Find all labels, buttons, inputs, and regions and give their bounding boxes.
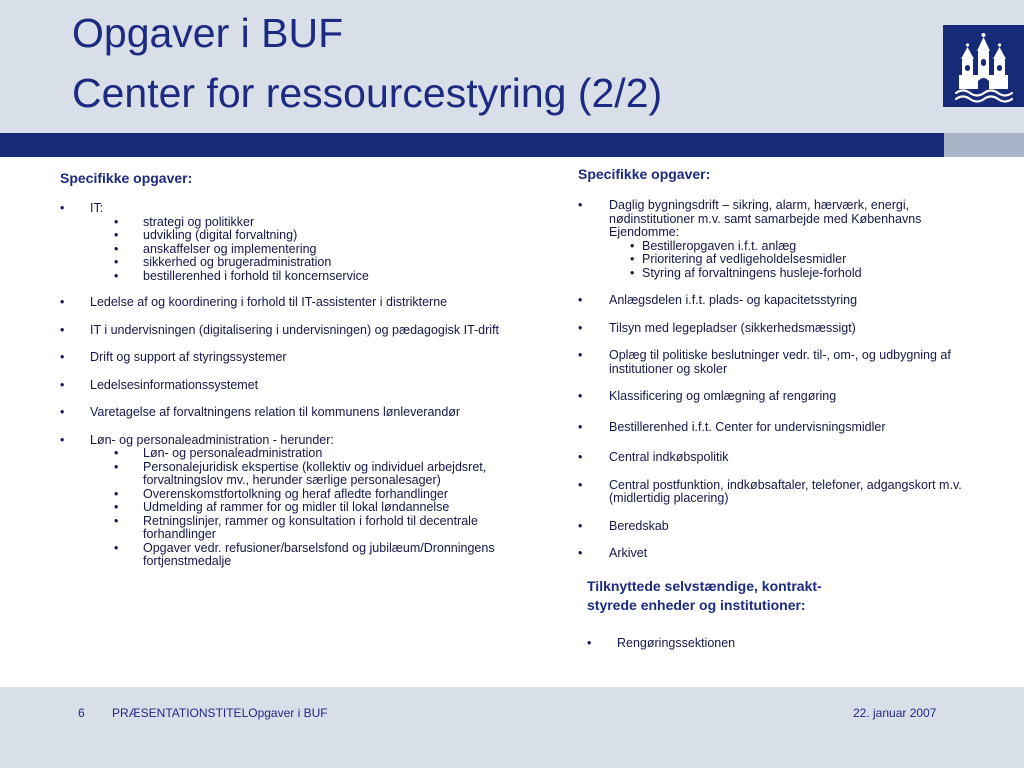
bullet-icon: • <box>114 255 119 269</box>
bullet-icon: • <box>114 500 119 514</box>
bullet-icon: • <box>578 293 583 307</box>
bullet-icon: • <box>60 432 65 447</box>
copenhagen-logo <box>943 25 1024 107</box>
bullet-icon: • <box>578 419 583 434</box>
sub-item: • udvikling (digital forvaltning) <box>114 228 298 242</box>
sub-item: • Personalejuridisk ekspertise (kollektiv og individuel arbejdsret, forvaltningslov mv., herunder særlige personalesager) <box>114 459 487 487</box>
slide-title-line1: Opgaver i BUF <box>72 10 344 56</box>
sub-item: • Opgaver vedr. refusioner/barselsfond og jubilæum/Dronningens fortjenstmedalje <box>114 540 495 568</box>
bullet-icon: • <box>114 459 119 474</box>
bullet-icon: • <box>630 265 635 280</box>
bullet-icon: • <box>60 295 65 309</box>
sub-item: • strategi og politikker <box>114 214 255 229</box>
bullet-icon: • <box>60 405 65 419</box>
bullet-icon: • <box>60 350 65 364</box>
sub-item: • Bestilleropgaven i.f.t. anlæg <box>630 238 797 253</box>
sub-item: • anskaffelser og implementering <box>114 241 317 256</box>
left-list <box>60 202 540 569</box>
bullet-icon: • <box>114 214 119 229</box>
list-item: • Daglig bygningsdrift – sikring, alarm, hærværk, energi, nødinstitutioner m.v. samt samarbejde med Københavns Ejendomme: <box>578 198 922 239</box>
bullet-icon: • <box>60 377 65 392</box>
bullet-icon: • <box>578 320 583 335</box>
left-heading: Specifikke opgaver: <box>60 170 193 186</box>
bullet-icon: • <box>114 513 119 528</box>
bullet-icon: • <box>578 518 583 533</box>
header-band-light <box>944 133 1024 157</box>
list-item: • Oplæg til politiske beslutninger vedr. til-, om-, og udbygning af institutioner og skoler <box>578 348 951 376</box>
footer <box>0 687 1024 768</box>
bullet-icon: • <box>578 348 583 362</box>
list-item: • Beredskab <box>578 518 669 533</box>
sub-item: • Løn- og personaleadministration <box>114 446 323 460</box>
bullet-icon: • <box>630 252 635 266</box>
list-item: • Ledelsesinformationssystemet <box>60 377 259 392</box>
bullet-icon: • <box>114 228 119 242</box>
page-number: 6 <box>78 706 85 720</box>
bullet-icon: • <box>587 635 592 650</box>
bullet-icon: • <box>60 201 65 215</box>
right-list <box>578 199 963 561</box>
bullet-icon: • <box>114 540 119 555</box>
bullet-icon: • <box>578 450 583 464</box>
right-column <box>578 166 963 650</box>
slide-title-line2: Center for ressourcestyring (2/2) <box>72 70 663 116</box>
list-item: • Rengøringssektionen <box>587 635 736 650</box>
sub-item: • bestillerenhed i forhold til koncernservice <box>114 268 369 283</box>
list-item: • Drift og support af styringssystemer <box>60 350 287 364</box>
list-item: • Central indkøbspolitik <box>578 450 729 464</box>
right-heading: Specifikke opgaver: <box>578 166 711 182</box>
list-item: • Anlægsdelen i.f.t. plads- og kapacitetsstyring <box>578 293 858 307</box>
list-item: • Varetagelse af forvaltningens relation til kommunens lønleverandør <box>60 405 461 419</box>
bullet-icon: • <box>578 546 583 560</box>
affiliated-units-list <box>578 637 963 651</box>
list-item: • Central postfunktion, indkøbsaftaler, telefoner, adgangskort m.v. (midlertidig placering) <box>578 477 962 505</box>
list-item: • Ledelse af og koordinering i forhold til IT-assistenter i distrikterne <box>60 295 448 309</box>
bullet-icon: • <box>578 477 583 492</box>
sub-item: • Retningslinjer, rammer og konsultation i forhold til decentrale forhandlinger <box>114 513 478 541</box>
header-band-dark <box>0 133 944 157</box>
bullet-icon: • <box>60 322 65 337</box>
bullet-icon: • <box>578 389 583 403</box>
list-item: • Tilsyn med legepladser (sikkerhedsmæssigt) <box>578 320 856 335</box>
sub-item: • sikkerhed og brugeradministration <box>114 255 332 269</box>
list-item-lon: • Løn- og personaleadministration - herunder: <box>60 432 334 447</box>
sub-item: • Overenskomstfortolkning og heraf afledte forhandlinger <box>114 486 449 501</box>
bullet-icon: • <box>630 238 635 253</box>
left-column <box>60 170 540 569</box>
sub-item: • Udmelding af rammer for og midler til lokal løndannelse <box>114 500 450 514</box>
bullet-icon: • <box>114 268 119 283</box>
bullet-icon: • <box>578 198 583 212</box>
bullet-icon: • <box>114 446 119 460</box>
bullet-icon: • <box>114 486 119 501</box>
list-item: • Klassificering og omlægning af rengøring <box>578 389 837 403</box>
presentation-title: PRÆSENTATIONSTITELOpgaver i BUF <box>112 706 328 720</box>
slide-date: 22. januar 2007 <box>853 706 937 720</box>
list-item-it: • IT: <box>60 201 104 215</box>
list-item: • Bestillerenhed i.f.t. Center for undervisningsmidler <box>578 419 886 434</box>
sub-item: • Prioritering af vedligeholdelsesmidler <box>630 252 847 266</box>
sub-item: • Styring af forvaltningens husleje-forhold <box>630 265 862 280</box>
list-item: • IT i undervisningen (digitalisering i undervisningen) og pædagogisk IT-drift <box>60 322 500 337</box>
list-item: • Arkivet <box>578 546 648 560</box>
bullet-icon: • <box>114 241 119 256</box>
affiliated-units-heading: Tilknyttede selvstændige, kontrakt- styrede enheder og institutioner: <box>587 577 822 613</box>
coat-of-arms-icon <box>943 25 1024 107</box>
